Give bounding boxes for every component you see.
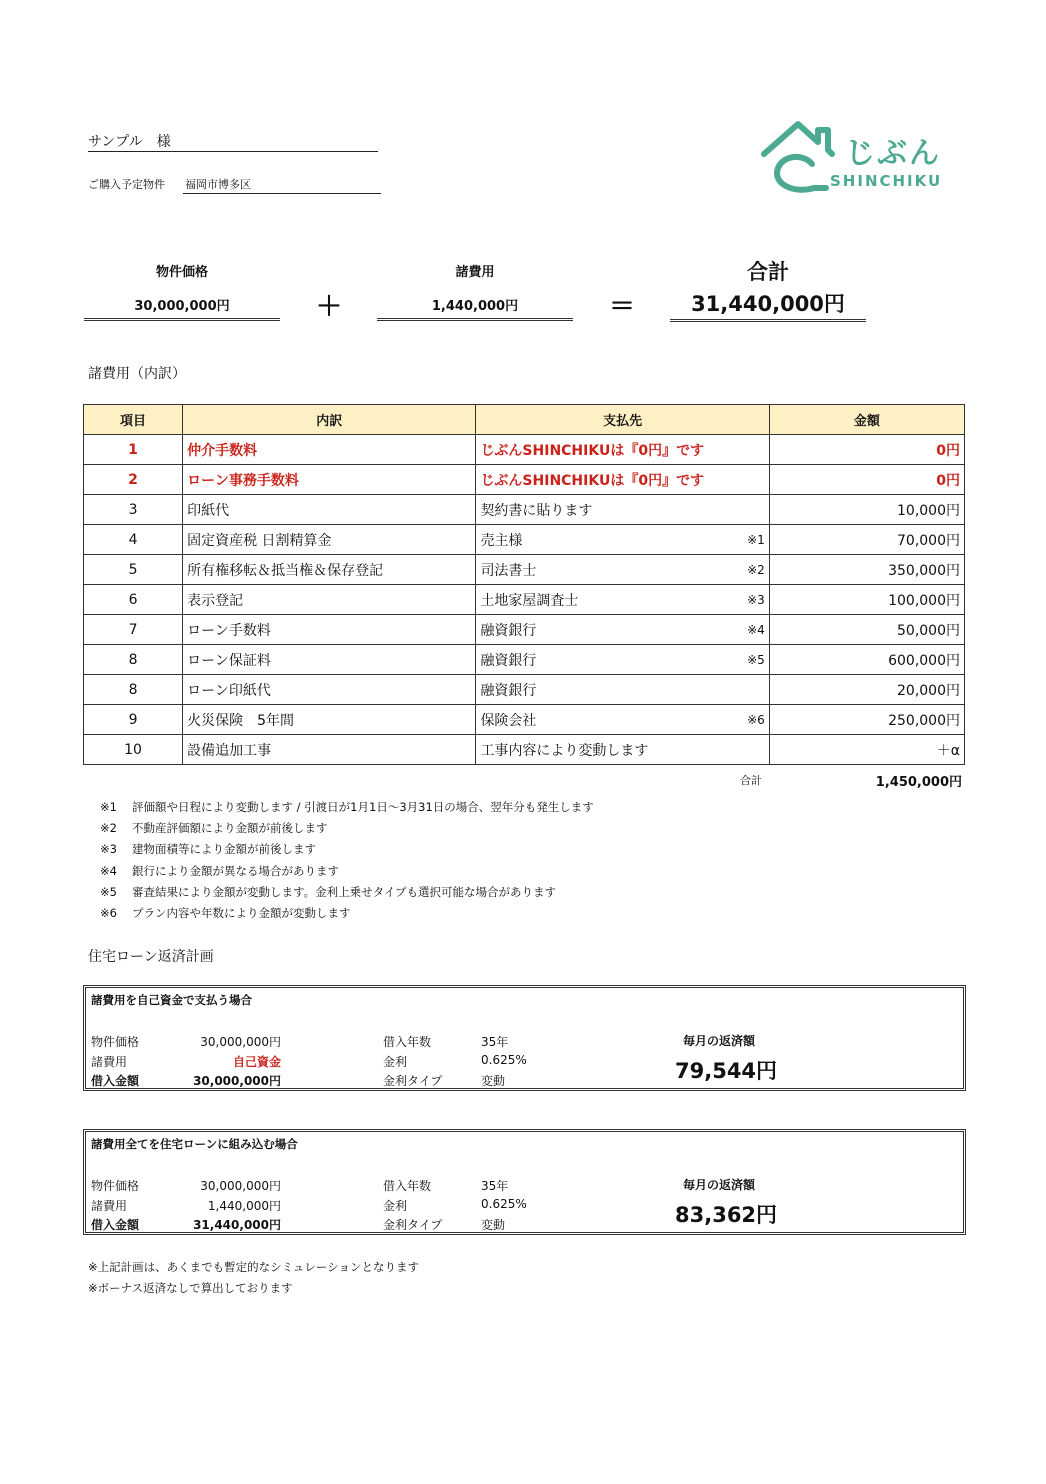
table-row (84, 555, 965, 585)
row-payee: 売主様 (480, 532, 523, 549)
row-amount: 0円 (769, 465, 964, 495)
notes-list (100, 797, 594, 924)
row-desc: 固定資産税 日割精算金 (183, 525, 476, 555)
logo-text-en: SHINCHIKU (830, 172, 943, 190)
table-row (84, 735, 965, 765)
note-item (100, 797, 594, 818)
col-header-payee: 支払先 (476, 405, 769, 435)
table-header-row (84, 405, 965, 435)
row-payee-cell (476, 525, 769, 555)
price-label: 物件価格 (155, 265, 208, 280)
price-value: 30,000,000円 (84, 295, 280, 321)
row-item-no: 4 (84, 525, 183, 555)
row-amount: 0円 (769, 435, 964, 465)
row-payee: 契約書に貼ります (480, 502, 593, 519)
row-note-ref: ※3 (747, 592, 765, 607)
table-row (84, 465, 965, 495)
row-desc: 仲介手数料 (183, 435, 476, 465)
footer-notes (88, 1257, 419, 1299)
note-item (100, 818, 594, 839)
plan-borrow-label: 借入金額 (91, 1218, 140, 1232)
row-item-no: 8 (84, 645, 183, 675)
row-amount: 350,000円 (769, 555, 964, 585)
breakdown-title: 諸費用（内訳） (88, 366, 186, 382)
row-desc: ローン印紙代 (183, 675, 476, 705)
plan-rate-label: 金利 (383, 1055, 408, 1069)
row-amount: 50,000円 (769, 615, 964, 645)
plan-monthly-label: 毎月の返済額 (683, 1178, 756, 1192)
col-header-desc: 内訳 (183, 405, 476, 435)
row-payee: じぶんSHINCHIKUは『0円』です (480, 442, 705, 459)
cost-breakdown-table (83, 404, 965, 765)
note-item (100, 861, 594, 882)
note-item (100, 839, 594, 860)
loan-title: 住宅ローン返済計画 (88, 949, 214, 965)
note-key: ※3 (100, 842, 117, 857)
row-desc: ローン保証料 (183, 645, 476, 675)
customer-name: サンプル 様 (88, 131, 378, 152)
note-item (100, 903, 594, 924)
row-item-no: 1 (84, 435, 183, 465)
plan-title: 諸費用を自己資金で支払う場合 (91, 993, 252, 1007)
plan-monthly-value: 83,362円 (675, 1203, 778, 1227)
plan-rate-value: 0.625% (481, 1197, 527, 1211)
plan-years-label: 借入年数 (383, 1035, 432, 1049)
loan-plan-self-funded (83, 985, 966, 1091)
equals-sign: ＝ (608, 292, 635, 322)
row-payee-cell (476, 555, 769, 585)
row-desc: ローン手数料 (183, 615, 476, 645)
note-item (100, 882, 594, 903)
table-row (84, 645, 965, 675)
note-key: ※6 (100, 906, 117, 921)
table-row (84, 585, 965, 615)
row-payee-cell (476, 435, 769, 465)
row-payee: 工事内容により変動します (480, 742, 649, 759)
fees-value: 1,440,000円 (377, 295, 573, 321)
plan-type-label: 金利タイプ (383, 1218, 443, 1232)
row-desc: 設備追加工事 (183, 735, 476, 765)
row-payee: 土地家屋調査士 (480, 592, 579, 609)
table-row (84, 435, 965, 465)
note-key: ※2 (100, 821, 117, 836)
total-value: 31,440,000円 (670, 288, 866, 322)
plan-fees-value: 1,440,000円 (207, 1199, 281, 1213)
row-item-no: 5 (84, 555, 183, 585)
row-payee-cell (476, 645, 769, 675)
row-desc: 表示登記 (183, 585, 476, 615)
row-payee: 融資銀行 (480, 622, 537, 639)
row-payee-cell (476, 615, 769, 645)
plan-years-value: 35年 (481, 1179, 509, 1193)
row-payee-cell (476, 465, 769, 495)
plan-fees-label: 諸費用 (91, 1055, 128, 1069)
plan-type-value: 変動 (481, 1218, 506, 1232)
plan-title: 諸費用全てを住宅ローンに組み込む場合 (91, 1137, 298, 1151)
plan-rate-value: 0.625% (481, 1053, 527, 1067)
plan-type-label: 金利タイプ (383, 1074, 443, 1088)
note-text: 不動産評価額により金額が前後します (132, 821, 328, 836)
row-desc: 所有権移転＆抵当権＆保存登記 (183, 555, 476, 585)
plan-borrow-value: 30,000,000円 (193, 1074, 281, 1088)
row-amount: 10,000円 (769, 495, 964, 525)
row-item-no: 9 (84, 705, 183, 735)
plan-fees-label: 諸費用 (91, 1199, 128, 1213)
row-item-no: 3 (84, 495, 183, 525)
plan-rate-label: 金利 (383, 1199, 408, 1213)
plan-monthly-label: 毎月の返済額 (683, 1034, 756, 1048)
table-row (84, 675, 965, 705)
plan-price-label: 物件価格 (91, 1035, 140, 1049)
note-text: 審査結果により金額が変動します。金利上乗せタイプも選択可能な場合があります (132, 884, 557, 899)
row-amount: 100,000円 (769, 585, 964, 615)
plan-years-label: 借入年数 (383, 1179, 432, 1193)
row-payee: 司法書士 (480, 562, 537, 579)
row-amount: 250,000円 (769, 705, 964, 735)
note-text: 銀行により金額が異なる場合があります (132, 863, 339, 878)
note-key: ※1 (100, 800, 117, 814)
plan-price-value: 30,000,000円 (200, 1035, 281, 1049)
row-item-no: 2 (84, 465, 183, 495)
row-item-no: 10 (84, 735, 183, 765)
row-payee-cell (476, 735, 769, 765)
row-desc: 印紙代 (183, 495, 476, 525)
note-key: ※4 (100, 863, 117, 878)
footer-note: ※上記計画は、あくまでも暫定的なシミュレーションとなります (88, 1260, 419, 1274)
table-row (84, 525, 965, 555)
logo-text-jp: じぶん (845, 136, 941, 171)
col-header-item: 項目 (84, 405, 183, 435)
table-row (84, 495, 965, 525)
plan-years-value: 35年 (481, 1035, 509, 1049)
plan-monthly-value: 79,544円 (675, 1059, 778, 1083)
row-item-no: 7 (84, 615, 183, 645)
note-key: ※5 (100, 884, 117, 899)
row-payee: 融資銀行 (480, 682, 537, 699)
row-amount: 70,000円 (769, 525, 964, 555)
row-payee-cell (476, 585, 769, 615)
plan-type-value: 変動 (481, 1074, 506, 1088)
plus-sign: ＋ (315, 292, 342, 322)
fees-label: 諸費用 (455, 265, 495, 280)
note-text: 建物面積等により金額が前後します (132, 842, 316, 857)
row-payee: じぶんSHINCHIKUは『0円』です (480, 472, 705, 489)
row-amount: ＋α (769, 735, 964, 765)
row-note-ref: ※1 (747, 532, 765, 547)
note-text: プラン内容や年数により金額が変動します (132, 906, 351, 921)
loan-plan-fees-included (83, 1129, 966, 1235)
property-label: ご購入予定物件 (88, 178, 165, 191)
row-note-ref: ※5 (747, 652, 765, 667)
row-payee: 融資銀行 (480, 652, 537, 669)
row-note-ref: ※2 (747, 562, 765, 577)
row-amount: 20,000円 (769, 675, 964, 705)
row-item-no: 6 (84, 585, 183, 615)
property-value: 福岡市博多区 (183, 176, 381, 194)
breakdown-total-label: 合計 (740, 774, 762, 787)
plan-borrow-label: 借入金額 (91, 1074, 140, 1088)
row-note-ref: ※4 (747, 622, 765, 637)
plan-price-value: 30,000,000円 (200, 1179, 281, 1193)
note-text: 評価額や日程により変動します / 引渡日が1月1日〜3月31日の場合、翌年分も発生します (132, 800, 594, 814)
row-payee-cell (476, 495, 769, 525)
row-item-no: 8 (84, 675, 183, 705)
table-row (84, 705, 965, 735)
total-label: 合計 (747, 260, 789, 284)
row-payee-cell (476, 705, 769, 735)
plan-borrow-value: 31,440,000円 (193, 1218, 281, 1232)
row-note-ref: ※6 (747, 712, 765, 727)
plan-price-label: 物件価格 (91, 1179, 140, 1193)
row-desc: 火災保険 5年間 (183, 705, 476, 735)
footer-note: ※ボーナス返済なしで算出しております (88, 1281, 293, 1295)
row-amount: 600,000円 (769, 645, 964, 675)
table-row (84, 615, 965, 645)
row-desc: ローン事務手数料 (183, 465, 476, 495)
property-row (88, 176, 381, 194)
row-payee-cell (476, 675, 769, 705)
row-payee: 保険会社 (480, 712, 537, 729)
plan-fees-value: 自己資金 (232, 1055, 281, 1069)
breakdown-total-value: 1,450,000円 (875, 775, 962, 790)
col-header-amount: 金額 (769, 405, 964, 435)
